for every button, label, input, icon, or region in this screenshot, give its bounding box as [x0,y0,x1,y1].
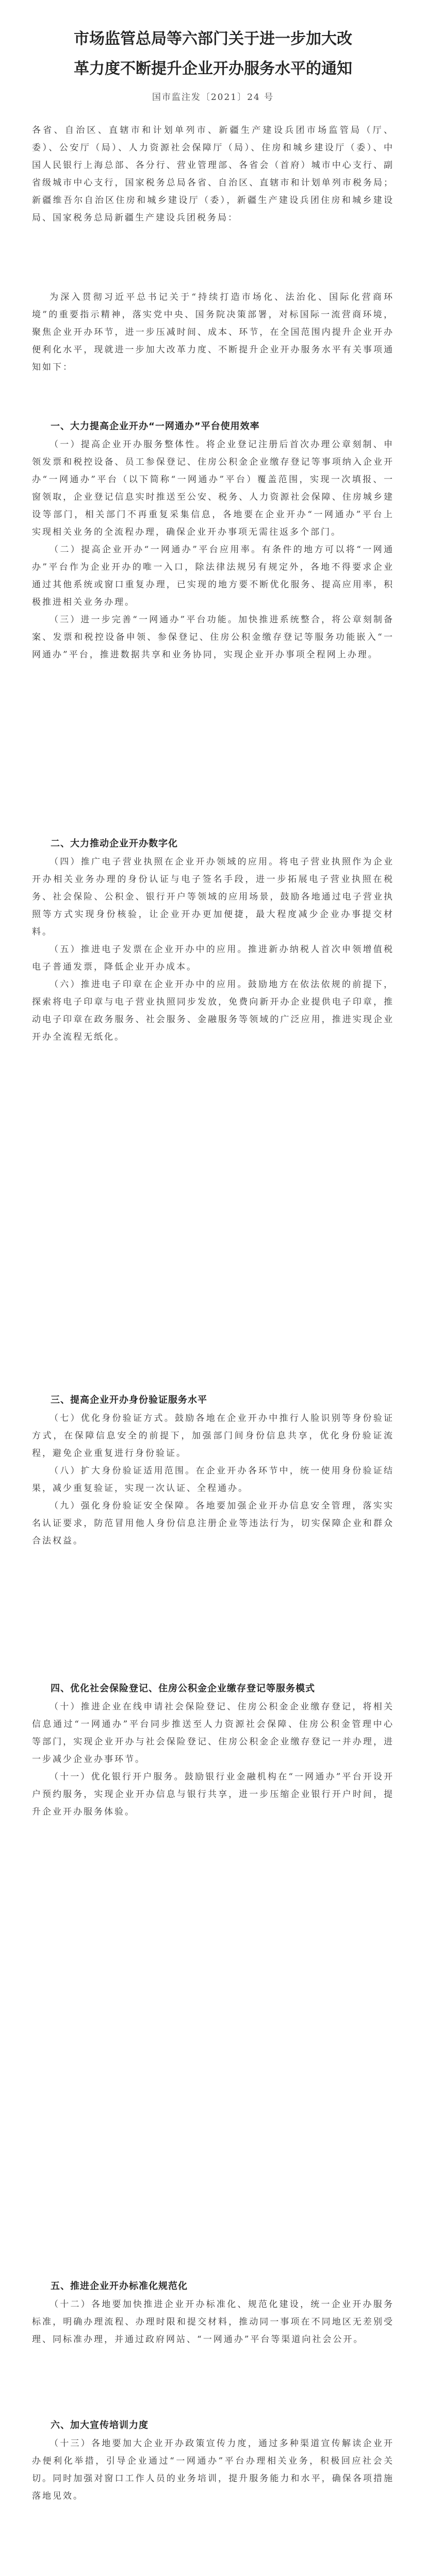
section-3 [32,1391,394,1550]
section-6-heading: 六、加大宣传培训力度 [51,2420,149,2431]
section-1-heading: 一、大力提高企业开办“一网通办”平台使用效率 [51,421,260,432]
document-title-line1: 市场监管总局等六部门关于进一步加大改 [74,30,352,48]
section-4-paragraph-1: （十）推进企业在线申请社会保险登记、住房公积金企业缴存登记，将相关信息通过“一网通办”平台同步推送至人力资源社会保障、住房公积金管理中心等部门，实现企业开办与社会保险登记、住房公积金企业缴存登记一并办理，进一步减少企业办事环节。 [32,1702,394,1765]
section-4 [32,1680,394,1821]
section-2-paragraph-2: （五）推进电子发票在企业开办中的应用。推进新办纳税人首次申领增值税电子普通发票，降低企业开办成本。 [32,944,394,972]
section-5-heading: 五、推进企业开办标准化规范化 [51,2281,188,2292]
section-4-paragraph-2: （十一）优化银行开户服务。鼓励银行业金融机构在“一网通办”平台开设开户预约服务，实现企业开办信息与银行共享，进一步压缩企业银行开户时间，提升企业开办服务体验。 [32,1772,394,1817]
section-3-paragraph-2: （八）扩大身份验证适用范围。在企业开办各环节中，统一使用身份验证结果，减少重复验证，实现一次认证、全程通办。 [32,1466,394,1494]
section-1-paragraph-3: （三）进一步完善“一网通办”平台功能。加快推进系统整合，将公章刻制备案、发票和税控设备申领、参保登记、住房公积金缴存登记等服务功能嵌入“一网通办”平台，推进数据共享和业务协同，实现企业开办事项全程网上办理。 [32,615,394,660]
section-4-heading: 四、优化社会保险登记、住房公积金企业缴存登记等服务模式 [51,1683,315,1694]
section-5 [32,2277,394,2348]
section-1 [32,417,394,664]
section-2-paragraph-1: （四）推广电子营业执照在企业开办领域的应用。将电子营业执照作为企业开办相关业务办理的身份认证与电子签名手段，进一步拓展电子营业执照在税务、社会保险、公积金、银行开户等领域的应用场景，鼓励各地通过电子营业执照等方式实现身份核验，让企业开办更加便捷，最大程度减少企业办事提交材料。 [32,857,394,937]
section-1-paragraph-2: （二）提高企业开办“一网通办”平台应用率。有条件的地方可以将“一网通办”平台作为企业开办的唯一入口，除法律法规另有规定外，各地不得要求企业通过其他系统或窗口重复办理，已实现的地方要不断优化服务、提高应用率，积极推进相关业务办理。 [32,545,394,607]
intro-block [32,289,394,376]
section-2-paragraph-3: （六）推进电子印章在企业开办中的应用。鼓励地方在依法依规的前提下，探索将电子印章与电子营业执照同步发放，免费向新开办企业提供电子印章，推动电子印章在政务服务、社会服务、金融服务等领域的广泛应用，推进实现企业开办全流程无纸化。 [32,979,394,1042]
section-5-paragraph-1: （十二）各地要加快推进企业开办标准化、规范化建设，统一企业开办服务标准，明确办理流程、办理时限和提交材料，推动同一事项在不同地区无差别受理、同标准办理，并通过政府网站、“一网通办”平台等渠道向社会公开。 [32,2299,394,2345]
document-title-line2: 革力度不断提升企业开办服务水平的通知 [74,60,352,78]
section-3-paragraph-1: （七）优化身份验证方式。鼓励各地在企业开办中推行人脸识别等身份验证方式，在保障信息安全的前提下，加强部门间身份信息共享，优化身份验证流程，避免企业重复进行身份验证。 [32,1413,394,1459]
section-6-paragraph-1: （十三）各地要加大企业开办政策宣传力度，通过多种渠道宣传解读企业开办便利化举措，引导企业通过“一网通办”平台办理相关业务，积极回应社会关切。同时加强对窗口工作人员的业务培训，提升服务能力和水平，确保各项措施落地见效。 [32,2438,394,2501]
section-6 [32,2416,394,2505]
addressee: 各省、自治区、直辖市和计划单列市、新疆生产建设兵团市场监管局（厅、委）、公安厅（局）、人力资源社会保障厅（局）、住房和城乡建设厅（委）、中国人民银行上海总部、各分行、营业管理部、各省会（首府）城市中心支行、副省级城市中心支行，国家税务总局各省、自治区、直辖市和计划单列市税务局；新疆维吾尔自治区住房和城乡建设厅（委），新疆生产建设兵团住房和城乡建设局、国家税务总局新疆生产建设兵团税务局： [32,125,394,223]
section-3-heading: 三、提高企业开办身份验证服务水平 [51,1395,207,1405]
section-2-heading: 二、大力推动企业开办数字化 [51,838,178,849]
intro-paragraph: 为深入贯彻习近平总书记关于“持续打造市场化、法治化、国际化营商环境”的重要指示精神，落实党中央、国务院决策部署，对标国际一流营商环境，聚焦企业开办环节，进一步压减时间、成本、环节，在全国范围内提升企业开办便利化水平，现就进一步加大改革力度、不断提升企业开办服务水平有关事项通知如下： [32,292,394,372]
addressee-block [32,122,394,227]
section-2 [32,835,394,1046]
section-1-paragraph-1: （一）提高企业开办服务整体性。将企业登记注册后首次办理公章刻制、申领发票和税控设备、员工参保登记、住房公积金企业缴存登记等事项纳入企业开办“一网通办”平台（以下简称“一网通办”平台）覆盖范围，实现一次填报、一窗领取，企业登记信息实时推送至公安、税务、人力资源社会保障、住房城乡建设等部门，相关部门不再重复采集信息，各地要在企业开办“一网通办”平台上实现相关业务的全流程办理，确保企业开办事项无需往返多个部门。 [32,439,394,537]
document-number: 国市监注发〔2021〕24 号 [152,92,274,103]
section-3-paragraph-3: （九）强化身份验证安全保障。各地要加强企业开办信息安全管理，落实实名认证要求，防范冒用他人身份信息注册企业等违法行为，切实保障企业和群众合法权益。 [32,1501,394,1546]
